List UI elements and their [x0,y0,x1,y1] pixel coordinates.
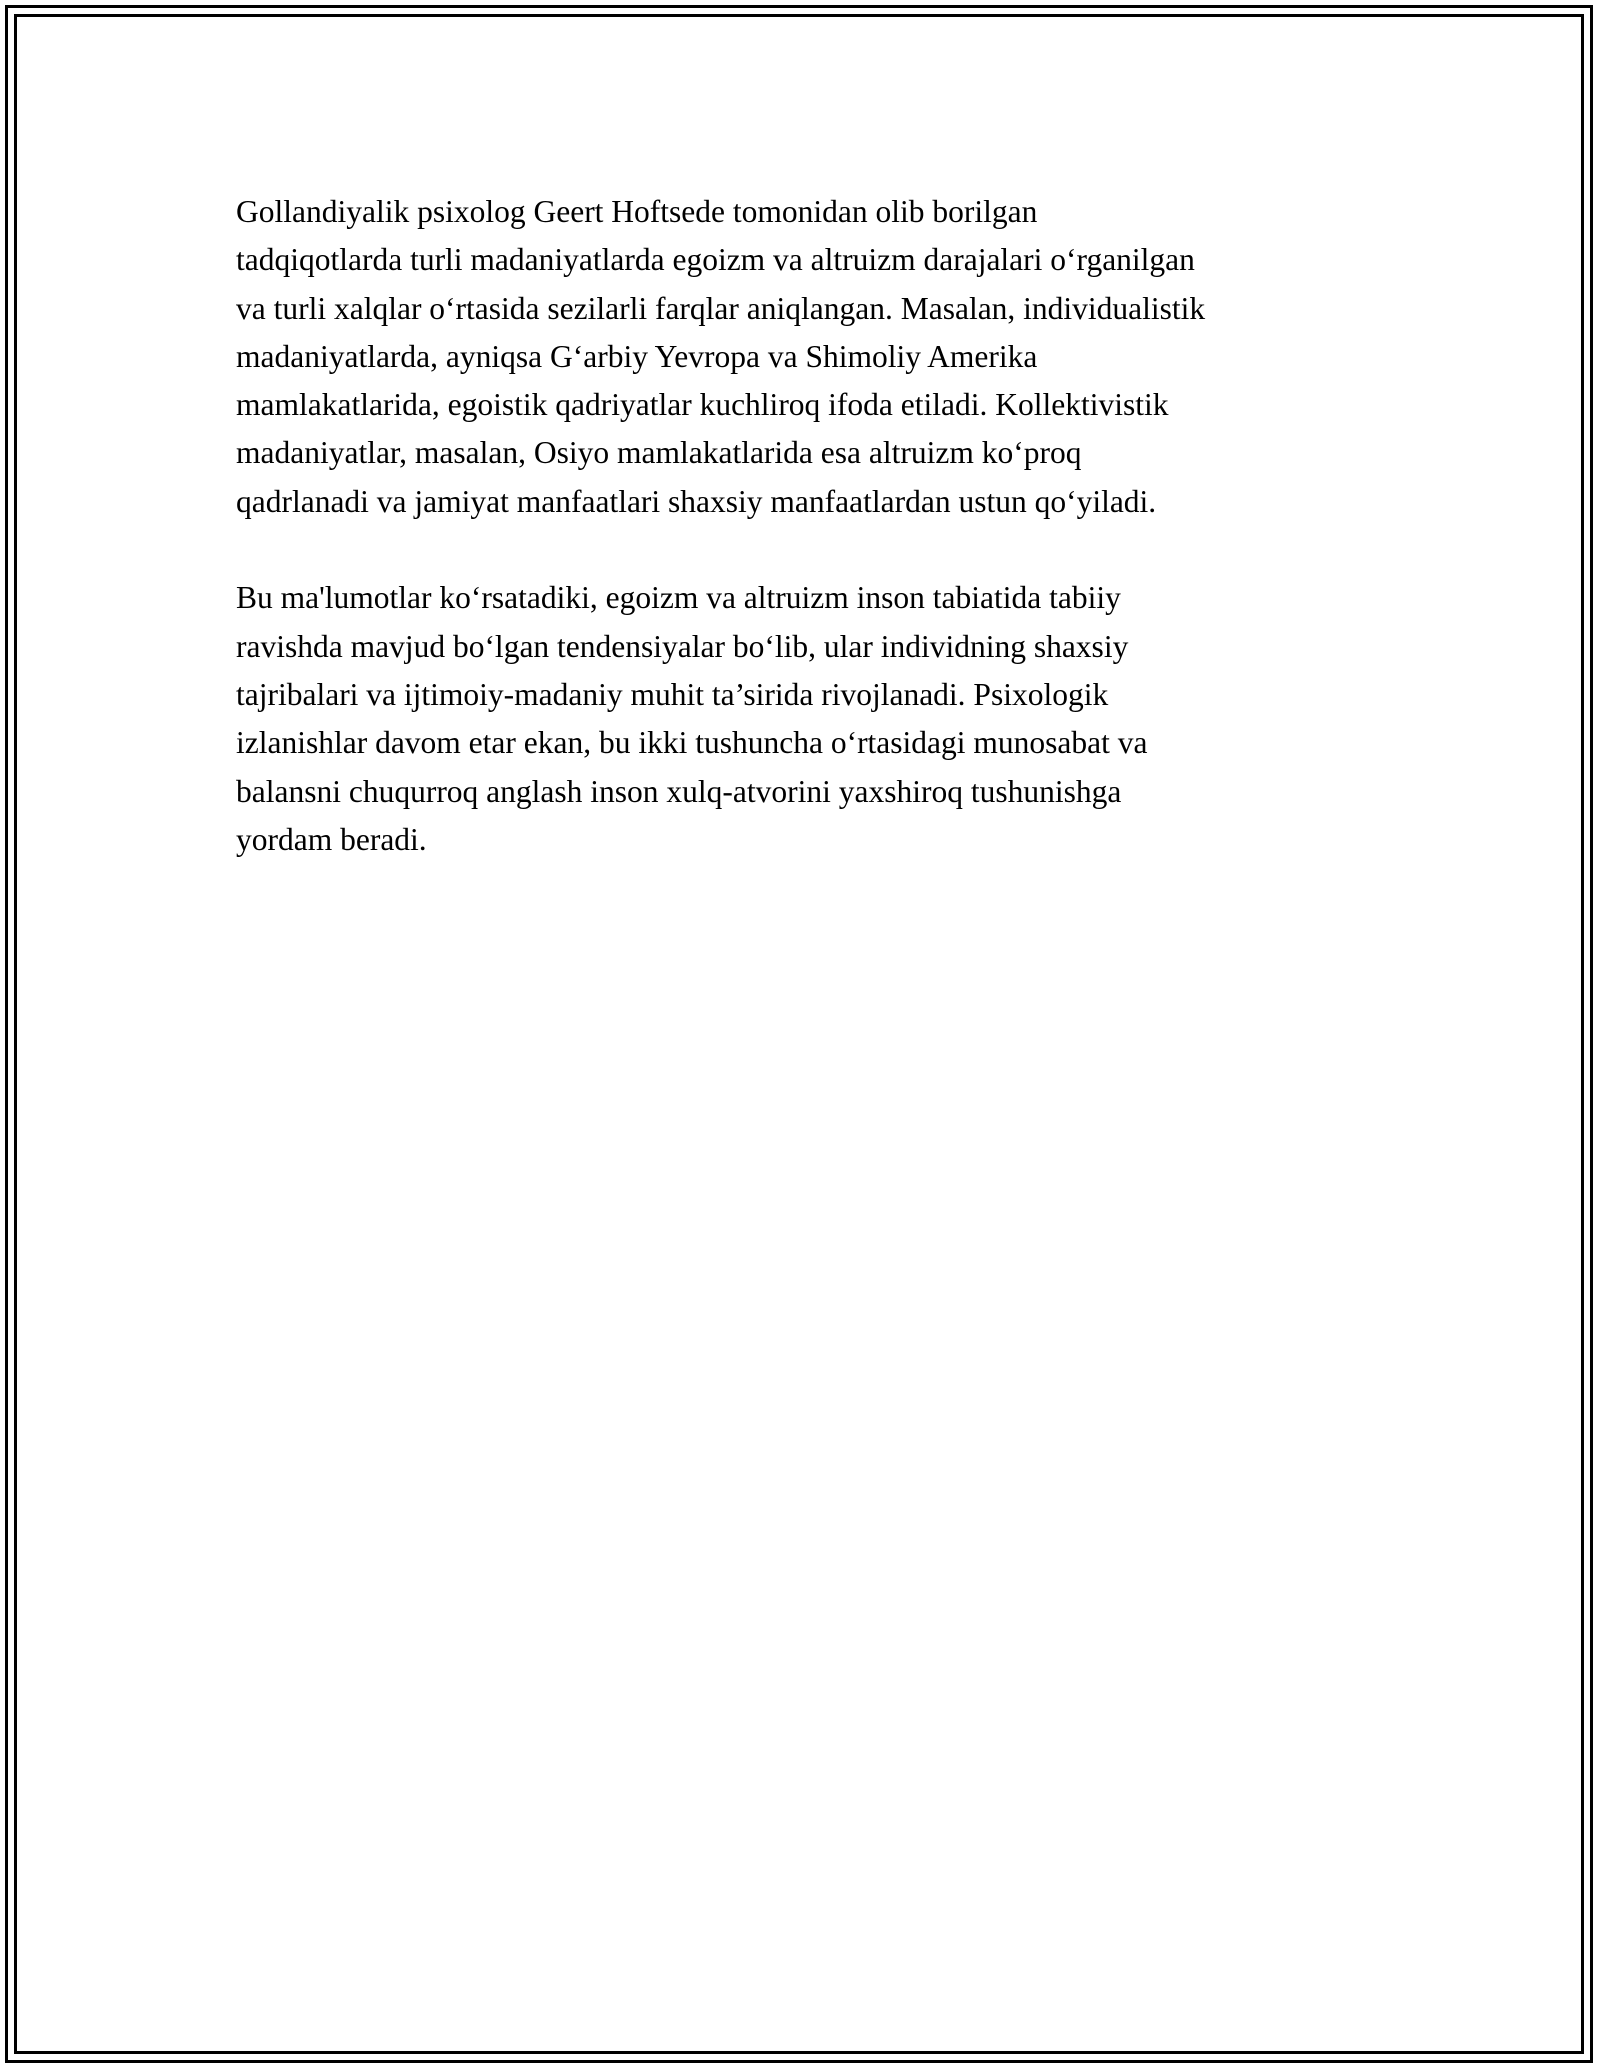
text-line: va turli xalqlar o‘rtasida sezilarli farqlar aniqlangan. Masalan, individualistik [236,290,1206,326]
text-line: tadqiqotlarda turli madaniyatlarda egoizm va altruizm darajalari o‘rganilgan [236,242,1195,278]
text-line: madaniyatlar, masalan, Osiyo mamlakatlarida esa altruizm ko‘proq [236,435,1082,471]
text-line: yordam beradi. [236,821,427,857]
text-line: tajribalari va ijtimoiy-madaniy muhit ta’sirida rivojlanadi. Psixologik [236,676,1109,712]
text-line: mamlakatlarida, egoistik qadriyatlar kuchliroq ifoda etiladi. Kollektivistik [236,387,1169,423]
paragraph-2 [236,574,1386,864]
text-line: Bu ma'lumotlar ko‘rsatadiki, egoizm va altruizm inson tabiatida tabiiy [236,580,1121,616]
text-line: ravishda mavjud bo‘lgan tendensiyalar bo‘lib, ular individning shaxsiy [236,628,1129,664]
text-line: madaniyatlarda, ayniqsa G‘arbiy Yevropa va Shimoliy Amerika [236,338,1038,374]
text-line: Gollandiyalik psixolog Geert Hoftsede tomonidan olib borilgan [236,194,1038,229]
text-line: qadrlanadi va jamiyat manfaatlari shaxsiy manfaatlardan ustun qo‘yiladi. [236,483,1157,519]
document-body [236,188,1386,864]
paragraph-1 [236,188,1386,526]
text-line: balansni chuqurroq anglash inson xulq-atvorini yaxshiroq tushunishga [236,773,1122,809]
text-line: izlanishlar davom etar ekan, bu ikki tushuncha o‘rtasidagi munosabat va [236,725,1148,761]
